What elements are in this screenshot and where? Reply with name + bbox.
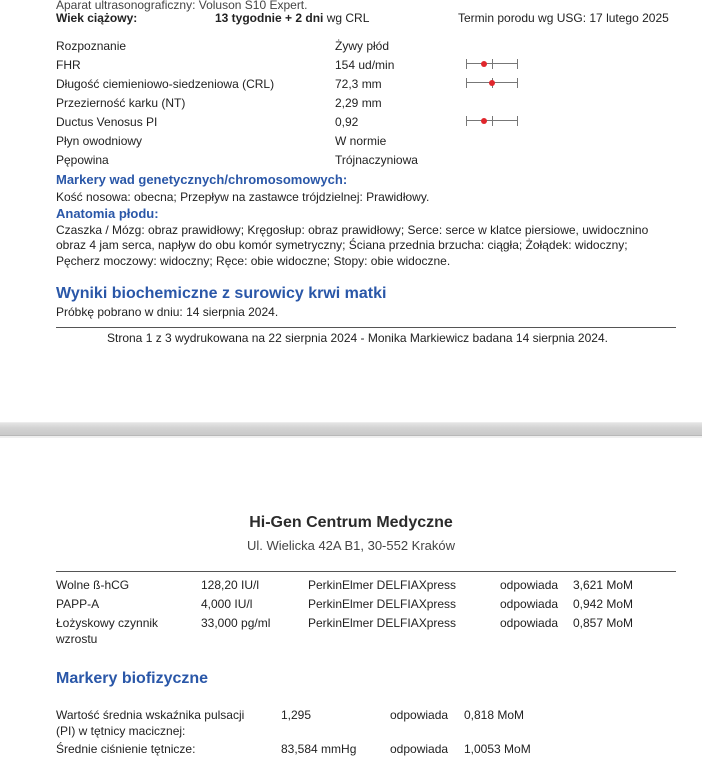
measurement-value: 0,92: [335, 115, 359, 129]
markers-text: Kość nosowa: obecna; Przepływ na zastawce trójdzielnej: Prawidłowy.: [56, 190, 430, 204]
measurement-label: Przezierność karku (NT): [56, 96, 186, 110]
measurement-value: 72,3 mm: [335, 77, 382, 91]
scale-tick: [517, 78, 518, 88]
marker-corresponds: odpowiada: [500, 597, 559, 611]
header-divider: [56, 571, 676, 572]
gest-age-method: wg CRL: [323, 11, 370, 25]
biophys-mom: 0,818 MoM: [464, 708, 525, 722]
range-scale-fhr: [466, 59, 518, 69]
gest-age-label: Wiek ciążowy:: [56, 11, 138, 25]
marker-method: PerkinElmer DELFIAXpress: [308, 578, 457, 592]
marker-value: 4,000 IU/l: [201, 597, 253, 611]
anatomy-line: Pęcherz moczowy: widoczny; Ręce: obie widoczne; Stopy: obie widoczne.: [56, 254, 451, 268]
measurement-label: Rozpoznanie: [56, 39, 127, 53]
biophys-heading: Markery biofizyczne: [56, 670, 209, 687]
page-separator: [0, 422, 702, 436]
biophys-name: Wartość średnia wskaźnika pulsacji: [56, 708, 245, 722]
scale-marker-dot: [481, 61, 487, 67]
range-scale-crl: [466, 78, 518, 88]
sample-date: Próbkę pobrano w dniu: 14 sierpnia 2024.: [56, 305, 279, 319]
scale-tick: [466, 59, 467, 69]
marker-mom: 3,621 MoM: [573, 578, 634, 592]
marker-name: Wolne ß-hCG: [56, 578, 130, 592]
marker-corresponds: odpowiada: [500, 616, 559, 630]
marker-name-cont: wzrostu: [56, 632, 98, 646]
range-scale-dv: [466, 116, 518, 126]
page-separator-shadow: [0, 436, 702, 438]
biophys-value: 83,584 mmHg: [281, 742, 357, 756]
biophys-value: 1,295: [281, 708, 312, 722]
measurement-label: Pępowina: [56, 153, 109, 167]
measurement-label: Płyn owodniowy: [56, 134, 143, 148]
scale-marker-dot: [489, 80, 495, 86]
measurement-value: Trójnaczyniowa: [335, 153, 418, 167]
anatomy-heading: Anatomia płodu:: [56, 206, 159, 221]
marker-name: Łożyskowy czynnik: [56, 616, 159, 630]
measurement-label: Długość ciemieniowo-siedzeniowa (CRL): [56, 77, 275, 91]
due-date: Termin porodu wg USG: 17 lutego 2025: [458, 11, 669, 25]
anatomy-line: Czaszka / Mózg: obraz prawidłowy; Kręgosłup: obraz prawidłowy; Serce: serce w klatce piersiowe, uwidocznino: [56, 223, 649, 237]
footer-divider: [56, 327, 676, 328]
markers-heading: Markery wad genetycznych/chromosomowych:: [56, 172, 348, 187]
biophys-corresponds: odpowiada: [390, 708, 449, 722]
marker-corresponds: odpowiada: [500, 578, 559, 592]
clinic-name: Hi-Gen Centrum Medyczne: [249, 514, 453, 531]
scale-marker-dot: [481, 118, 487, 124]
measurement-label: FHR: [56, 58, 81, 72]
scale-tick: [517, 116, 518, 126]
gest-age-value: [215, 11, 369, 25]
scale-tick: [517, 59, 518, 69]
marker-method: PerkinElmer DELFIAXpress: [308, 597, 457, 611]
marker-name: PAPP-A: [56, 597, 100, 611]
anatomy-line: obraz 4 jam serca, napływ do obu komór symetryczny; Ściana przednia brzucha: ciągła; Żołądek: widoczny;: [56, 238, 628, 252]
marker-value: 128,20 IU/l: [201, 578, 260, 592]
gest-age-weeks: 13 tygodnie + 2 dni: [215, 11, 324, 25]
device-line: Aparat ultrasonograficzny: Voluson S10 Expert.: [56, 0, 308, 12]
biophys-name: Średnie ciśnienie tętnicze:: [56, 742, 196, 756]
measurement-value: 154 ud/min: [335, 58, 395, 72]
scale-tick: [492, 116, 493, 126]
scale-tick: [492, 59, 493, 69]
clinic-address: Ul. Wielicka 42A B1, 30-552 Kraków: [246, 538, 456, 553]
scale-tick: [466, 116, 467, 126]
biophys-name-cont: (PI) w tętnicy macicznej:: [56, 724, 186, 738]
biophys-corresponds: odpowiada: [390, 742, 449, 756]
marker-mom: 0,857 MoM: [573, 616, 634, 630]
marker-mom: 0,942 MoM: [573, 597, 634, 611]
marker-value: 33,000 pg/ml: [201, 616, 271, 630]
scale-tick: [466, 78, 467, 88]
measurement-value: Żywy płód: [335, 39, 390, 53]
measurement-label: Ductus Venosus PI: [56, 115, 158, 129]
measurement-value: W normie: [335, 134, 387, 148]
biochem-heading: Wyniki biochemiczne z surowicy krwi matki: [56, 285, 387, 302]
page-footer: Strona 1 z 3 wydrukowana na 22 sierpnia 2024 - Monika Markiewicz badana 14 sierpnia 2024.: [107, 331, 608, 345]
marker-method: PerkinElmer DELFIAXpress: [308, 616, 457, 630]
measurement-value: 2,29 mm: [335, 96, 382, 110]
biophys-mom: 1,0053 MoM: [464, 742, 531, 756]
